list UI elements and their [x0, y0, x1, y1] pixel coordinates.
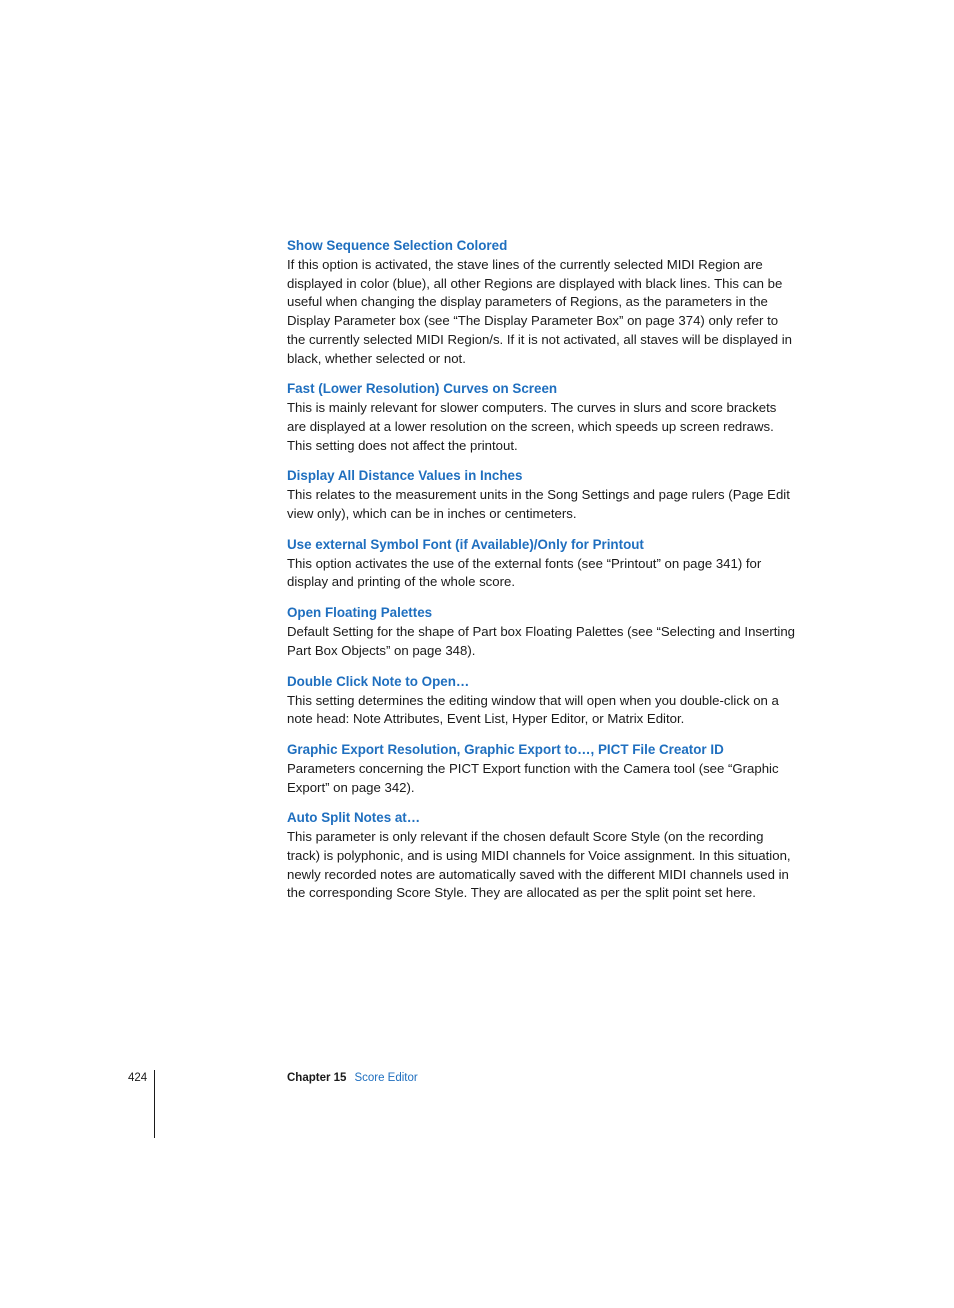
footer-divider: [154, 1070, 155, 1138]
chapter-title: Score Editor: [354, 1072, 418, 1084]
section-body: Default Setting for the shape of Part box Floating Palettes (see “Selecting and Inserting Part Box Objects” on page 348).: [287, 624, 796, 658]
section-body: This parameter is only relevant if the chosen default Score Style (on the recording track) is polyphonic, and is using MIDI channels for Voice assignment. In this situation, newly recorded notes are automatically saved with the different MIDI channels used in the corresponding Score Style. They are allocated as per the split point set here.: [287, 829, 791, 901]
section-body: This setting determines the editing window that will open when you double-click on a note head: Note Attributes, Event List, Hyper Editor, or Matrix Editor.: [287, 692, 779, 727]
footer-chapter: [287, 1070, 418, 1086]
section-heading: Display All Distance Values in Inches: [287, 468, 523, 484]
section-open-floating-palettes: [287, 603, 799, 660]
section-double-click-note: [287, 672, 799, 729]
section-heading: Graphic Export Resolution, Graphic Export to…, PICT File Creator ID: [287, 741, 724, 757]
page-number: 424: [128, 1072, 148, 1084]
chapter-label: Chapter 15: [287, 1072, 347, 1084]
section-heading: Open Floating Palettes: [287, 605, 433, 621]
section-show-sequence-selection-colored: [287, 236, 799, 368]
main-content: [287, 236, 799, 914]
section-heading: Auto Split Notes at…: [287, 810, 421, 826]
section-heading: Use external Symbol Font (if Available)/Only for Printout: [287, 536, 644, 552]
section-body: This option activates the use of the external fonts (see “Printout” on page 341) for display and printing of the whole score.: [287, 555, 762, 590]
section-heading: Fast (Lower Resolution) Curves on Screen: [287, 381, 558, 397]
section-heading: Show Sequence Selection Colored: [287, 238, 508, 253]
section-body: Parameters concerning the PICT Export function with the Camera tool (see “Graphic Export” on page 342).: [287, 760, 779, 795]
section-body: If this option is activated, the stave lines of the currently selected MIDI Region are displayed in color (blue), all other Regions are displayed with black lines. This can be useful when changing the display parameters of Regions, as the parameters in the Display Parameter box (see “The Display Parameter Box” on page 374) only refer to the currently selected MIDI Region/s. If it is not activated, all staves will be displayed in black, whether selected or not.: [287, 257, 793, 366]
section-graphic-export: [287, 740, 799, 797]
section-body: This relates to the measurement units in the Song Settings and page rulers (Page Edit view only), which can be in inches or centimeters.: [287, 487, 790, 522]
section-body: This is mainly relevant for slower computers. The curves in slurs and score brackets are displayed at a lower resolution on the screen, which speeds up screen redraws. This setting does not affect the printout.: [287, 400, 777, 453]
section-fast-curves-on-screen: [287, 379, 799, 455]
section-display-distance-inches: [287, 466, 799, 523]
section-auto-split-notes: [287, 808, 799, 903]
section-heading: Double Click Note to Open…: [287, 673, 470, 689]
section-external-symbol-font: [287, 535, 799, 592]
